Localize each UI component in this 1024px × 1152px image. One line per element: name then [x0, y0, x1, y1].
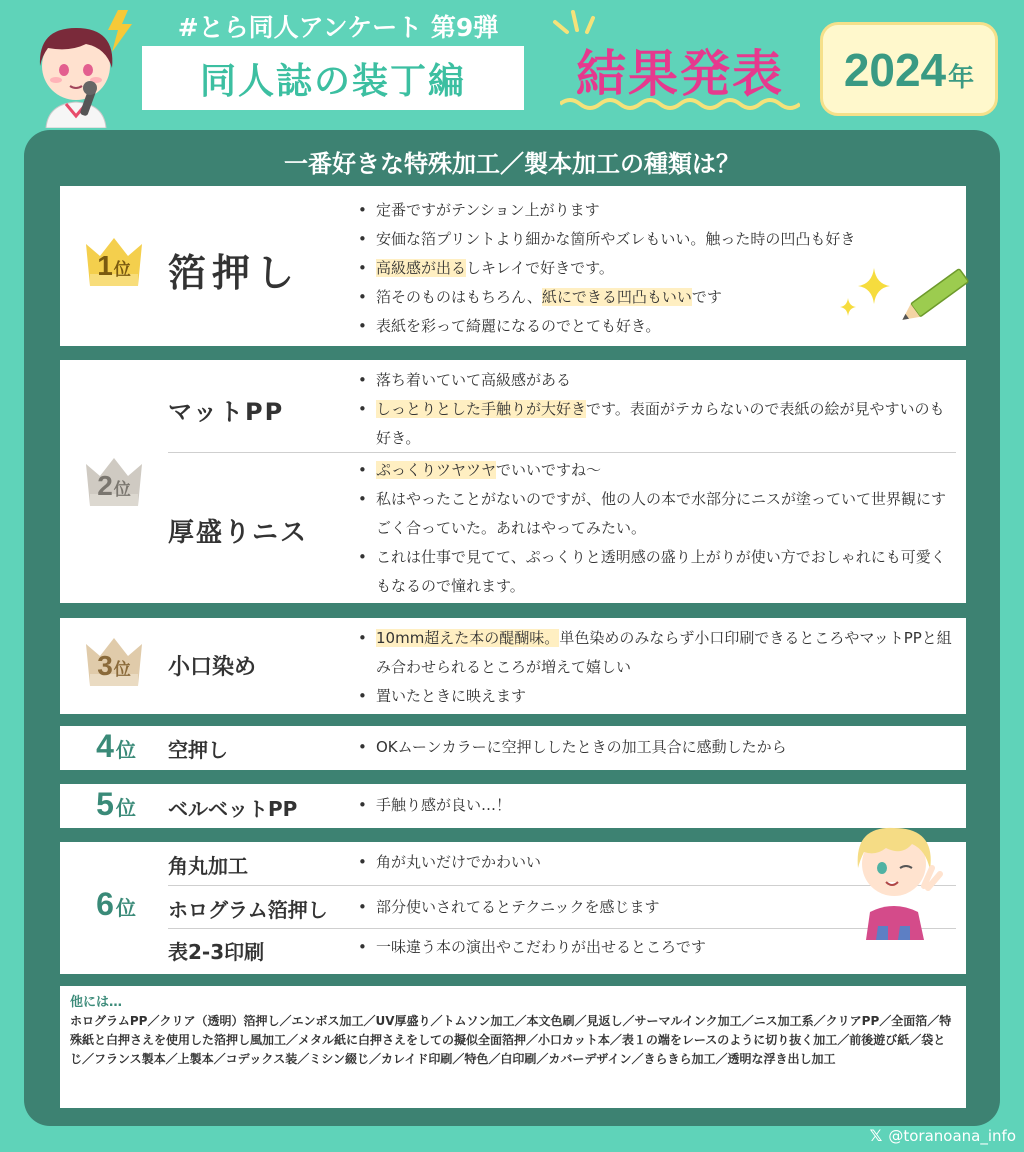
pencil-icon	[900, 256, 982, 330]
rank-2b-comments	[356, 456, 956, 601]
rank-6-label: 6 位	[96, 886, 136, 922]
year-number: 2024	[843, 44, 947, 96]
rank-unit: 位	[113, 660, 131, 680]
rank-number: 1	[97, 250, 113, 281]
rank-unit: 位	[113, 480, 131, 500]
comment: • 安価な箔プリントより細かな箇所やズレもいい。触った時の凹凸も好き	[356, 225, 956, 254]
rank-1-item-name: 箔押し	[168, 251, 301, 295]
rank-4-card	[60, 726, 966, 770]
rank-6a-comments	[356, 848, 836, 877]
others-list: ホログラムPP／クリア（透明）箔押し／エンボス加工／UV厚盛り／トムソン加工／本文色刷／見返し／サーマルインク加工／ニス加工系／クリアPP／全面箔／特殊紙と白押さえを使用した箔押し風加工／メタル紙に白押さえをしての擬似全面箔押／小口カット本／表１の端をレースのように切り抜く加工／前後遊び紙／袋とじ／フランス製本／上製本／コデックス装／ミシン綴じ／カレイド印刷／特色／白印刷／カバーデザイン／きらきら加工／透明な浮き出し加工	[70, 1014, 952, 1066]
rank-2-card	[60, 360, 966, 603]
rank-5-label: 5 位	[96, 786, 136, 822]
gold-crown-icon	[82, 230, 146, 292]
comment: • 10mm超えた本の醍醐味。単色染めのみならず小口印刷できるところやマットPPと組み合わせられるところが増えて嬉しい	[356, 624, 960, 682]
comment: • 高級感が出るしキレイで好きです。	[356, 254, 956, 283]
rank-5-item-name: ベルベットPP	[168, 797, 298, 821]
mascot-blond-illustration	[836, 816, 952, 940]
comment: • 置いたときに映えます	[356, 682, 960, 711]
rank-2a-item-name: マットPP	[168, 398, 285, 426]
rank-4-item-name: 空押し	[168, 738, 228, 762]
others-box	[60, 986, 966, 1108]
year-badge	[820, 22, 998, 116]
rank-3-item-name: 小口染め	[168, 655, 257, 680]
comment: • 定番ですがテンション上がります	[356, 196, 956, 225]
rank-2a-comments	[356, 366, 956, 453]
rank-5-card	[60, 784, 966, 828]
rank-3-comments	[356, 624, 960, 711]
result-title: 結果発表	[576, 45, 784, 103]
survey-label: #とら同人アンケート 第9弾	[177, 13, 499, 42]
rank-number: 2	[97, 470, 113, 501]
rank-1-card	[60, 186, 966, 346]
comment: • 部分使いされてるとテクニックを感じます	[356, 893, 836, 922]
credit-handle[interactable]: @toranoana_info	[888, 1126, 1016, 1145]
comment: • 落ち着いていて高級感がある	[356, 366, 956, 395]
rank-6a-item-name: 角丸加工	[168, 854, 248, 878]
wavy-underline	[560, 96, 800, 112]
credit	[869, 1126, 1016, 1145]
rank-unit: 位	[113, 260, 131, 280]
rank-3-card	[60, 618, 966, 714]
question-heading: 一番好きな特殊加工／製本加工の種類は？	[284, 150, 740, 178]
rank-4-comments	[356, 733, 956, 762]
sparkle-icon	[836, 262, 896, 322]
silver-crown-icon	[82, 450, 146, 512]
header	[0, 0, 1024, 130]
comment: • 箔そのものはもちろん、紙にできる凹凸もいいです	[356, 283, 956, 312]
comment: • 一味違う本の演出やこだわりが出せるところです	[356, 933, 896, 962]
comment: • 表紙を彩って綺麗になるのでとても好き。	[356, 312, 956, 341]
comment: • これは仕事で見てて、ぷっくりと透明感の盛り上がりが使い方でおしゃれにも可愛くもなるので憧れます。	[356, 543, 956, 601]
rank-6c-item-name: 表2-3印刷	[168, 940, 265, 964]
comment: • 角が丸いだけでかわいい	[356, 848, 836, 877]
subtitle-box	[142, 46, 524, 110]
rank-6b-comments	[356, 893, 836, 922]
comment: • OKムーンカラーに空押ししたときの加工具合に感動したから	[356, 733, 956, 762]
comment: • 手触り感が良い…！	[356, 791, 956, 820]
comment: • しっとりとした手触りが大好きです。表面がテカらないので表紙の絵が見やすいのも好き。	[356, 395, 956, 453]
rank-4-label: 4 位	[96, 728, 136, 764]
rank-number: 3	[97, 650, 113, 681]
subtitle: 同人誌の装丁編	[199, 60, 466, 102]
results-panel	[24, 130, 1000, 1126]
rank-2b-item-name: 厚盛りニス	[168, 518, 309, 548]
others-title: 他には…	[70, 995, 123, 1010]
rank-6-card	[60, 842, 966, 974]
comment: • 私はやったことがないのですが、他の人の本で水部分にニスが塗っていて世界観にすごく合っていた。あれはやってみたい。	[356, 485, 956, 543]
rank-6b-item-name: ホログラム箔押し	[168, 898, 328, 922]
year-unit: 年	[948, 63, 975, 93]
comment: • ぷっくりツヤツヤでいいですね〜	[356, 456, 956, 485]
lightning-icon	[104, 8, 136, 54]
bronze-crown-icon	[82, 630, 146, 692]
rank-6c-comments	[356, 933, 896, 962]
x-logo-icon: 𝕏	[869, 1126, 883, 1145]
divider	[168, 452, 956, 453]
